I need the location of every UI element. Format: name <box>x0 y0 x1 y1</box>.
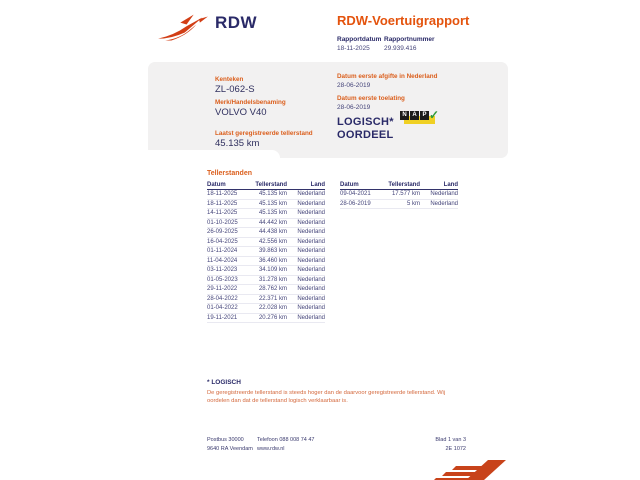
cell-land: Nederland <box>297 286 325 293</box>
table-row <box>207 190 325 200</box>
tellerstanden-table-right <box>340 180 458 209</box>
cell-datum: 09-04-2021 <box>340 191 371 198</box>
rdw-bird-icon <box>156 12 210 44</box>
report-title: RDW-Voertuigrapport <box>337 13 470 28</box>
cell-land: Nederland <box>297 191 325 198</box>
footnote-title: * LOGISCH <box>207 379 241 386</box>
nap-letter-a: A <box>410 111 419 120</box>
col-datum: Datum <box>340 182 359 188</box>
report-number-label: Rapportnummer <box>384 36 435 43</box>
cell-land: Nederland <box>297 200 325 207</box>
afgifte-label: Datum eerste afgifte in Nederland <box>337 73 438 80</box>
col-tellerstand: Tellerstand <box>255 182 287 188</box>
footer-page-number: Blad 1 van 3 <box>435 437 466 443</box>
cell-tellerstand: 36.460 km <box>258 257 287 264</box>
table-body <box>340 190 458 209</box>
cell-datum: 11-04-2024 <box>207 257 238 264</box>
cell-land: Nederland <box>297 229 325 236</box>
cell-tellerstand: 5 km <box>406 200 420 207</box>
table-row <box>207 295 325 305</box>
tellerstanden-table-left <box>207 180 325 323</box>
cell-land: Nederland <box>297 267 325 274</box>
cell-datum: 29-11-2022 <box>207 286 238 293</box>
table-header-row <box>340 180 458 190</box>
footer-wing-icon <box>430 456 508 480</box>
cell-land: Nederland <box>430 200 458 207</box>
tellerstanden-heading: Tellerstanden <box>207 170 252 177</box>
cell-land: Nederland <box>297 257 325 264</box>
cell-datum: 28-04-2022 <box>207 295 238 302</box>
cell-datum: 14-11-2025 <box>207 210 238 217</box>
cell-tellerstand: 31.278 km <box>258 276 287 283</box>
cell-land: Nederland <box>297 248 325 255</box>
footer-pageinfo <box>406 436 466 453</box>
cell-land: Nederland <box>297 305 325 312</box>
cell-land: Nederland <box>430 191 458 198</box>
col-tellerstand: Tellerstand <box>388 182 420 188</box>
cell-tellerstand: 39.863 km <box>258 248 287 255</box>
table-row <box>207 200 325 210</box>
nap-letter-n: N <box>400 111 409 120</box>
summary-box <box>148 62 508 158</box>
kenteken-label: Kenteken <box>215 76 244 83</box>
cell-tellerstand: 28.762 km <box>258 286 287 293</box>
table-row <box>207 266 325 276</box>
summary-box-notch <box>100 150 280 160</box>
cell-tellerstand: 42.556 km <box>258 238 287 245</box>
footnote-text: De geregistreerde tellerstand is steeds hoger dan de daarvoor geregistreerde tellerstand. Wij oordelen dan dat de tellerstand logisch verklaarbaar is. <box>207 390 446 404</box>
cell-land: Nederland <box>297 314 325 321</box>
toelating-value: 28-06-2019 <box>337 104 371 111</box>
cell-land: Nederland <box>297 276 325 283</box>
cell-land: Nederland <box>297 210 325 217</box>
table-row <box>207 285 325 295</box>
cell-datum: 18-11-2025 <box>207 200 238 207</box>
table-row <box>207 228 325 238</box>
oordeel-line1: LOGISCH* <box>337 116 394 128</box>
toelating-label: Datum eerste toelating <box>337 95 405 102</box>
table-body <box>207 190 325 323</box>
tellerstand-value: 45.135 km <box>215 138 260 149</box>
table-row <box>340 190 458 200</box>
cell-tellerstand: 45.135 km <box>258 200 287 207</box>
cell-datum: 28-06-2019 <box>340 200 371 207</box>
cell-datum: 16-04-2025 <box>207 238 238 245</box>
footer-phone: Telefoon 088 008 74 47 <box>257 437 315 443</box>
col-land: Land <box>443 182 458 188</box>
footer-address-line1: Postbus 30000 <box>207 437 244 443</box>
cell-tellerstand: 45.135 km <box>258 210 287 217</box>
footer-contact <box>257 436 315 453</box>
cell-land: Nederland <box>297 295 325 302</box>
nap-check-icon: ✓ <box>429 108 440 122</box>
col-datum: Datum <box>207 182 226 188</box>
merk-label: Merk/Handelsbenaming <box>215 99 286 106</box>
cell-tellerstand: 22.371 km <box>258 295 287 302</box>
table-row <box>207 219 325 229</box>
cell-tellerstand: 20.276 km <box>258 314 287 321</box>
cell-datum: 01-11-2024 <box>207 248 238 255</box>
table-row <box>207 247 325 257</box>
col-land: Land <box>310 182 325 188</box>
afgifte-value: 28-06-2019 <box>337 82 371 89</box>
cell-datum: 18-11-2025 <box>207 191 238 198</box>
table-row <box>207 209 325 219</box>
rdw-wordmark: RDW <box>215 13 258 32</box>
table-row <box>207 238 325 248</box>
cell-datum: 19-11-2021 <box>207 314 238 321</box>
cell-datum: 01-10-2025 <box>207 219 238 226</box>
kenteken-value: ZL-062-S <box>215 84 255 95</box>
table-row <box>340 200 458 210</box>
cell-land: Nederland <box>297 219 325 226</box>
cell-tellerstand: 22.028 km <box>258 305 287 312</box>
report-date-label: Rapportdatum <box>337 36 382 43</box>
oordeel-text <box>337 116 394 142</box>
table-row <box>207 304 325 314</box>
cell-datum: 01-05-2023 <box>207 276 238 283</box>
nap-letter-p: P <box>420 111 429 120</box>
footer-form-code: 2E 1072 <box>445 445 466 452</box>
cell-land: Nederland <box>297 238 325 245</box>
cell-datum: 03-11-2023 <box>207 267 238 274</box>
table-header-row <box>207 180 325 190</box>
cell-tellerstand: 17.577 km <box>391 191 420 198</box>
tellerstand-label: Laatst geregistreerde tellerstand <box>215 130 313 137</box>
cell-tellerstand: 44.438 km <box>258 229 287 236</box>
table-row <box>207 257 325 267</box>
footer-website-link[interactable]: www.rdw.nl <box>257 445 285 452</box>
cell-tellerstand: 44.442 km <box>258 219 287 226</box>
report-number-value: 29.939.416 <box>384 45 417 52</box>
oordeel-line2: OORDEEL <box>337 129 394 141</box>
footer-address-line2: 9640 RA Veendam <box>207 445 253 452</box>
footer-address <box>207 436 253 453</box>
cell-tellerstand: 45.135 km <box>258 191 287 198</box>
merk-value: VOLVO V40 <box>215 107 267 118</box>
cell-datum: 01-04-2022 <box>207 305 238 312</box>
cell-tellerstand: 34.109 km <box>258 267 287 274</box>
cell-datum: 26-09-2025 <box>207 229 238 236</box>
report-date-value: 18-11-2025 <box>337 45 370 52</box>
nap-logo <box>400 108 442 127</box>
table-row <box>207 314 325 324</box>
table-row <box>207 276 325 286</box>
